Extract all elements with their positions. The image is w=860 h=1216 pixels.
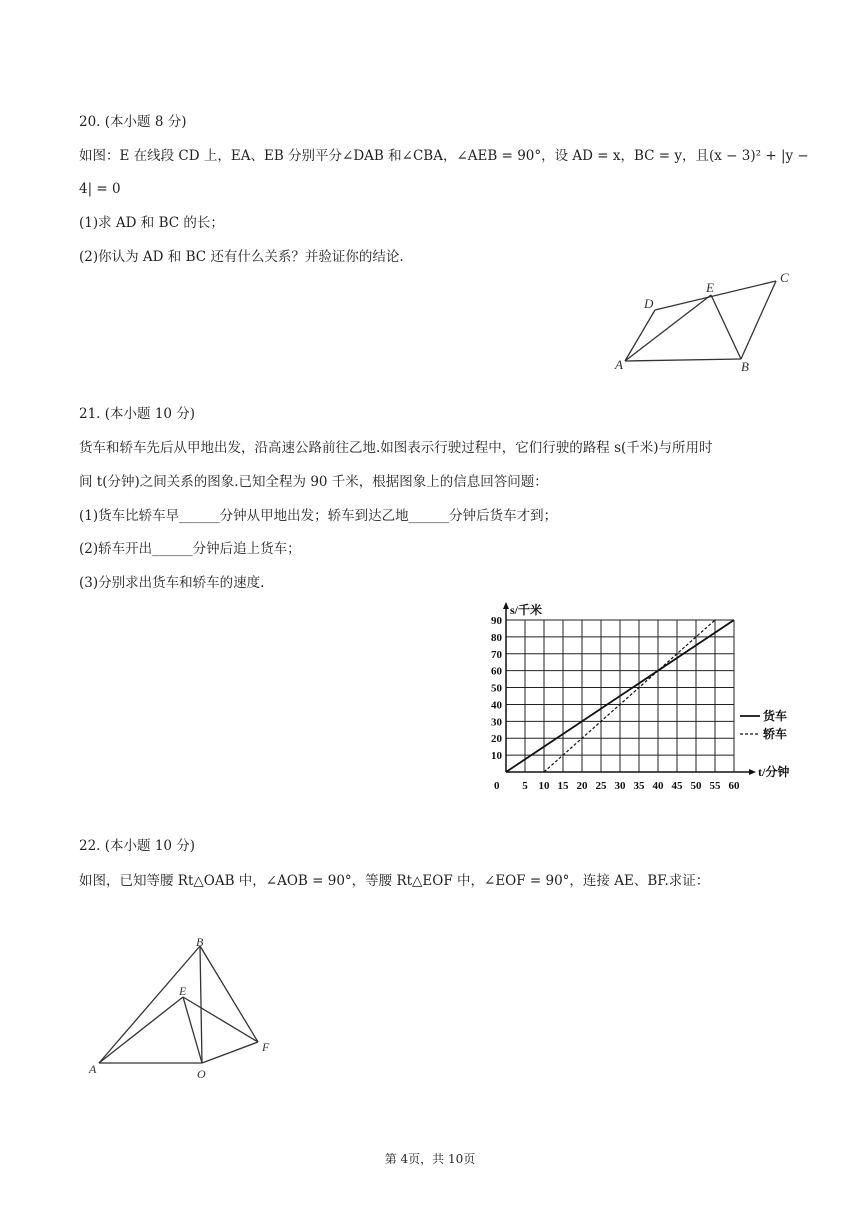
label-B: B — [741, 359, 749, 374]
x-tick-label: 35 — [633, 780, 645, 792]
q21-body-line2: 间 t(分钟)之间关系的图象.已知全程为 90 千米，根据图象上的信息回答问题： — [79, 474, 548, 490]
legend-label: 轿车 — [763, 727, 788, 741]
y-axis-label: s/千米 — [510, 603, 543, 617]
segment-AE — [99, 997, 183, 1063]
segment-AB — [625, 359, 741, 361]
y-tick-label: 30 — [491, 716, 502, 729]
x-tick-label: 45 — [671, 780, 683, 792]
chart-axes — [503, 602, 789, 779]
label-E: E — [179, 984, 187, 998]
y-tick-label: 90 — [491, 615, 502, 627]
origin-label: 0 — [494, 780, 500, 792]
distance-time-chart — [475, 596, 805, 808]
q22-body-line1: 如图，已知等腰 Rt△OAB 中，∠AOB = 90°，等腰 Rt△EOF 中，∠EOF = 90°，连接 AE、BF.求证： — [79, 873, 710, 889]
x-tick-label: 15 — [557, 780, 569, 792]
segment-EB — [711, 295, 741, 359]
page-footer: 第 4页，共 10页 — [384, 1152, 476, 1166]
q20-part2: (2)你认为 AD 和 BC 还有什么关系？并验证你的结论. — [79, 249, 404, 265]
segment-OB — [200, 946, 202, 1063]
y-tick-label: 70 — [491, 648, 502, 661]
label-D: D — [644, 296, 654, 311]
q22-triangles-figure — [80, 930, 290, 1085]
label-F: F — [262, 1040, 270, 1054]
q20-part1: (1)求 AD 和 BC 的长； — [79, 215, 224, 231]
q20-quadrilateral-figure — [600, 262, 800, 377]
q21-part1: (1)货车比轿车早______分钟从甲地出发；轿车到达乙地______分钟后货车才到； — [79, 508, 558, 524]
q21-header: 21. (本小题 10 分) — [79, 406, 196, 422]
label-O: O — [197, 1067, 206, 1081]
q20-header: 20. (本小题 8 分) — [79, 114, 187, 130]
segment-OF — [202, 1042, 258, 1063]
label-E: E — [706, 280, 714, 295]
q21-part2: (2)轿车开出______分钟后追上货车； — [79, 541, 301, 557]
label-A: A — [615, 357, 623, 372]
label-C: C — [780, 270, 789, 285]
x-tick-label: 40 — [652, 780, 664, 792]
x-tick-label: 10 — [538, 780, 550, 792]
q22-header: 22. (本小题 10 分) — [79, 838, 196, 854]
chart-legend — [740, 708, 787, 741]
q20-body-line2: 4| = 0 — [79, 181, 121, 197]
x-tick-label: 25 — [595, 780, 607, 792]
y-tick-label: 50 — [491, 682, 502, 695]
y-tick-label: 60 — [491, 665, 502, 678]
segment-BF — [200, 946, 258, 1042]
y-axis-arrow — [503, 602, 509, 609]
y-tick-label: 40 — [491, 699, 502, 712]
x-axis-arrow — [749, 769, 756, 775]
segment-CB — [741, 281, 776, 359]
x-tick-label: 20 — [576, 780, 588, 792]
segment-AE — [625, 295, 711, 361]
x-axis-label: t/分钟 — [758, 765, 790, 779]
label-A: A — [89, 1062, 97, 1076]
x-tick-label: 30 — [614, 780, 626, 792]
series-line-car — [544, 620, 715, 772]
label-B: B — [196, 935, 204, 949]
x-tick-label: 60 — [728, 780, 740, 792]
x-tick-label: 5 — [522, 780, 528, 792]
q21-part3: (3)分别求出货车和轿车的速度. — [79, 575, 265, 591]
y-tick-label: 20 — [491, 733, 502, 746]
x-tick-label: 50 — [690, 780, 702, 792]
segment-AD — [625, 310, 655, 361]
x-tick-label: 55 — [709, 780, 721, 792]
y-tick-label: 10 — [491, 750, 502, 763]
q21-body-line1: 货车和轿车先后从甲地出发，沿高速公路前往乙地.如图表示行驶过程中，它们行驶的路程 s(千米)与所用时 — [79, 440, 713, 456]
y-tick-label: 80 — [491, 631, 502, 644]
legend-label: 货车 — [763, 709, 788, 723]
q20-body-line1: 如图：E 在线段 CD 上，EA、EB 分别平分∠DAB 和∠CBA，∠AEB = 90°，设 AD = x，BC = y，且(x − 3)² + |y − — [79, 148, 809, 164]
